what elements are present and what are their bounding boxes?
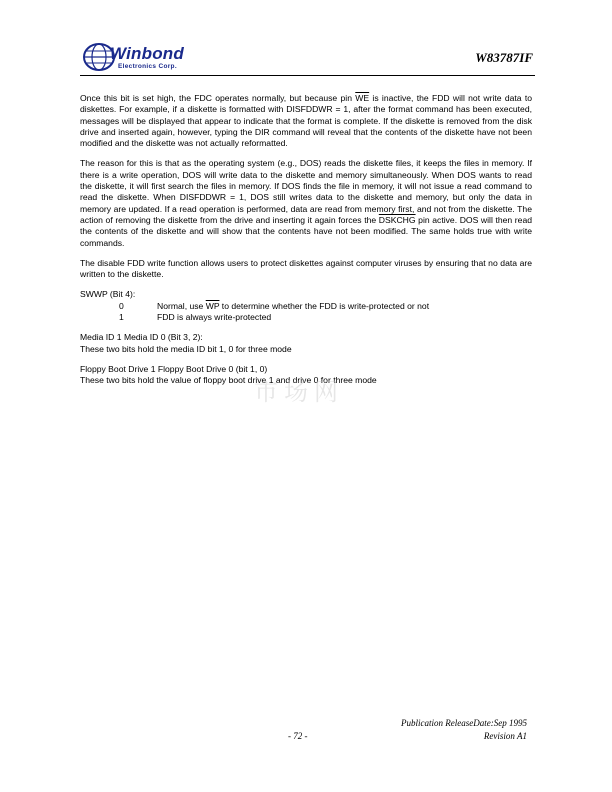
para1-text-b: is inactive, the FDD will not write data to diskettes. For example, if a diskette is formatted with DISFDDWR = 1, after the format command has been executed, messages will be displayed that appear to indicate that the format is complete. If the diskette is removed from the disk drive and inserted again, however, typing the DIR command will reveal that the contents of the diskette have not been modified and the diskette was not actually reformatted. [80,93,533,149]
paragraph-write-disable [80,93,532,149]
swwp-label: SWWP (Bit 4): [80,289,136,300]
media-id-label: Media ID 1 Media ID 0 (Bit 3, 2): [80,332,203,343]
media-id-desc: These two bits hold the media ID bit 1, 0 for three mode [80,343,292,354]
winbond-logo [82,42,212,76]
page-body [80,93,532,387]
boot-drive-desc: These two bits hold the value of floppy boot drive 1 and drive 0 for three mode [80,375,377,386]
footer-release-date: Publication ReleaseDate:Sep 1995 [401,718,527,728]
option-desc [157,301,429,312]
opt0-text-a: Normal, use [157,300,206,311]
footer-revision: Revision A1 [483,731,527,741]
page-header [80,42,535,78]
swwp-option-1 [80,312,532,323]
header-rule [80,75,535,76]
watermark: 市场网 [254,378,344,406]
logo-wordmark: Winbond [110,44,184,63]
para2-text-a: The reason for this is that as the operating system (e.g., DOS) reads the diskette files, it keeps the files in memory. If there is a write operation, DOS will write data to the diskette and memory simultaneously. When DOS wants to read the diskette, it will first search the files in memory. If DOS finds the file in memory, it will not issue a read command to read the diskette. When DISFDDWR = 1, DOS still writes data to the diskette and memory, but only the data in memory are updated. If a read operation is performed, data are read from memory first, and not from the diskette. The action of removing the diskette from the drive and inserting it again forces the [80,158,532,225]
logo-subtitle: Electronics Corp. [118,63,177,70]
para2-text-b: pin active. DOS will then read the contents of the diskette and will show that the contents have not been modified. The same holds true with write commands. [80,214,532,248]
signal-wp: $\overline{WP}$ [205,300,220,311]
signal-we: $\overline{WE}$ [355,93,370,103]
swwp-option-0 [80,301,532,312]
footer-page-number: - 72 - [288,731,308,741]
paragraph-dos-explanation [80,158,532,248]
para1-text-a: Once this bit is set high, the FDC operates normally, but because pin [80,93,356,103]
option-desc: FDD is always write-protected [157,312,272,323]
paragraph-virus-protection: The disable FDD write function allows users to protect diskettes against computer viruses by ensuring that no data are written to the diskette. [80,257,532,280]
option-value: 1 [119,312,124,323]
signal-dskchg: DSKCHG [378,214,416,225]
media-id-section [80,332,532,355]
swwp-section [80,289,532,323]
opt0-text-b: to determine whether the FDD is write-protected or not [219,300,430,311]
part-number: W83787IF [475,50,533,65]
option-value: 0 [119,300,124,311]
boot-drive-label: Floppy Boot Drive 1 Floppy Boot Drive 0 (bit 1, 0) [80,363,268,374]
